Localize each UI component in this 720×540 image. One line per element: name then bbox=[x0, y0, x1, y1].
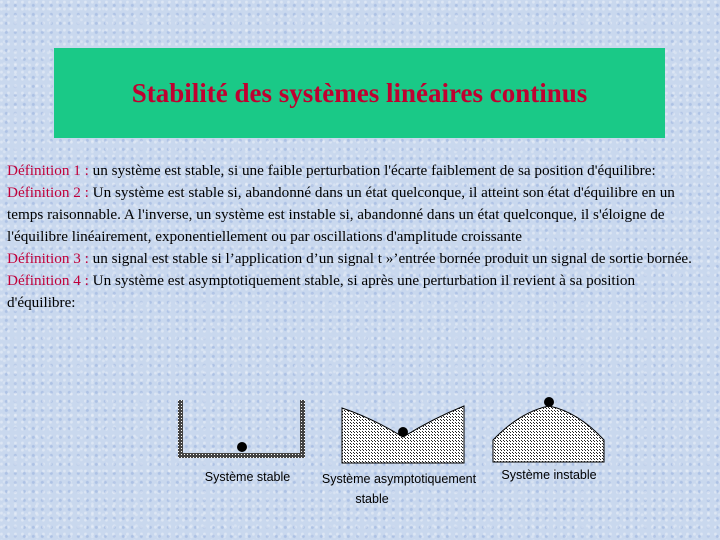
stable-floor bbox=[178, 453, 305, 458]
unstable-label: Système instable bbox=[501, 468, 597, 482]
definition-label: Définition 2 : bbox=[7, 184, 89, 201]
definition-label: Définition 4 : bbox=[7, 272, 89, 289]
asymptotic-system-diagram bbox=[342, 406, 464, 463]
stable-system-diagram bbox=[178, 400, 305, 458]
asymptotic-ball bbox=[398, 427, 408, 437]
definition-text: Un système est asymptotiquement stable, si après une perturbation il revient à sa position d'équilibre: bbox=[7, 272, 636, 311]
stable-right-wall bbox=[300, 400, 305, 458]
definitions-list bbox=[7, 160, 707, 314]
definition-3 bbox=[7, 248, 707, 270]
definition-label: Définition 1 : bbox=[7, 162, 89, 179]
definition-text: Un système est stable si, abandonné dans un état quelconque, il atteint son état d'équilibre en un temps raisonnable. A l'inverse, un système est instable si, abandonné dans un état quelconque, il s'éloigne de l'équilibre linéairement, exponentiellement ou par oscillations d'amplitude croissante bbox=[7, 184, 675, 245]
definition-4 bbox=[7, 270, 707, 314]
definition-2 bbox=[7, 182, 707, 248]
stable-label: Système stable bbox=[204, 470, 291, 484]
definition-text: un système est stable, si une faible perturbation l'écarte faiblement de sa position d'équilibre: bbox=[88, 162, 656, 179]
definition-1 bbox=[7, 160, 707, 182]
title-banner bbox=[54, 48, 665, 138]
asymptotic-label-line1: Système asymptotiquement bbox=[321, 472, 477, 486]
stable-ball bbox=[237, 442, 247, 452]
page-title: Stabilité des systèmes linéaires continus bbox=[131, 77, 588, 108]
unstable-ball bbox=[544, 397, 554, 407]
stable-left-wall bbox=[178, 400, 183, 458]
definition-label: Définition 3 : bbox=[7, 250, 89, 267]
unstable-system-diagram bbox=[493, 397, 604, 462]
asymptotic-label-line2: stable bbox=[355, 492, 389, 506]
definition-text: un signal est stable si l’application d’un signal t »’entrée bornée produit un signal de sortie bornée. bbox=[88, 250, 692, 267]
asymptotic-valley bbox=[342, 406, 464, 463]
unstable-hill bbox=[493, 406, 604, 462]
